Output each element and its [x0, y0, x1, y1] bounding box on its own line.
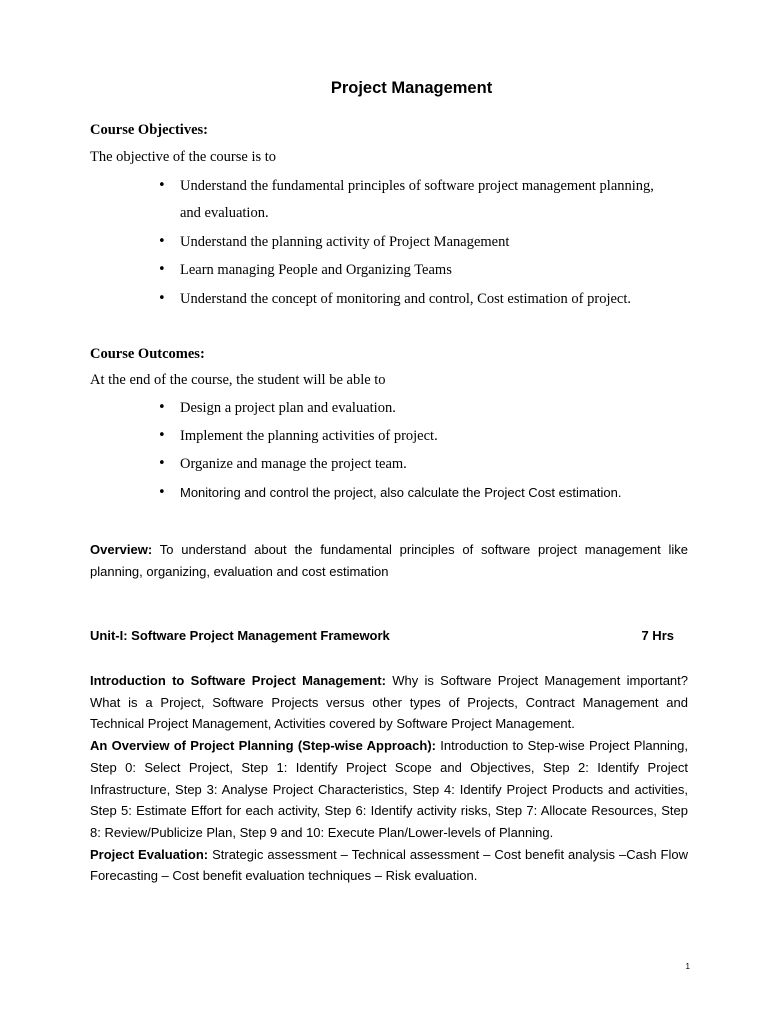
section-paragraph [90, 844, 688, 887]
unit-content [90, 670, 688, 887]
objective-item: • Understand the planning activity of Project Management [158, 234, 509, 251]
outcomes-heading: Course Outcomes: [90, 346, 205, 362]
outcome-item: • Design a project plan and evaluation. [158, 400, 396, 417]
outcomes-intro: At the end of the course, the student will be able to [90, 372, 386, 388]
objectives-intro: The objective of the course is to [90, 149, 277, 165]
section-paragraph [90, 670, 688, 735]
page-title: Project Management [330, 79, 493, 97]
overview-paragraph [90, 539, 688, 582]
objective-item: • Learn managing People and Organizing Teams [158, 262, 452, 279]
section-text: Introduction to Step-wise Project Planning, Step 0: Select Project, Step 1: Identify Project Scope and Objectives, Step 2: Identify Project Infrastructure, Step 3: Analyse Project Characteristics, Step 4: Identify Project Products and activities, Step 5: Estimate Effort for each activity, Step 6: Identify activity risks, Step 7: Allocate Resources, Step 8: Review/Publicize Plan, Step 9 and 10: Execute Plan/Lower-levels of Planning. [90, 738, 688, 840]
objective-item-continuation: and evaluation. [180, 205, 269, 221]
section-label: Project Evaluation: [90, 846, 209, 862]
unit-title: Unit-I: Software Project Management Framework [90, 628, 390, 643]
outcome-item: • Monitoring and control the project, also calculate the Project Cost estimation. [158, 485, 622, 500]
objectives-heading: Course Objectives: [90, 122, 208, 138]
outcome-item: • Organize and manage the project team. [158, 456, 407, 473]
outcome-item: • Implement the planning activities of project. [158, 428, 438, 445]
unit-heading [90, 628, 674, 643]
section-paragraph [90, 735, 688, 844]
section-text: Strategic assessment – Technical assessment – Cost benefit analysis –Cash Flow Forecasting – Cost benefit evaluation techniques – Risk evaluation. [90, 846, 688, 884]
unit-hours: 7 Hrs [641, 628, 674, 643]
section-text: Why is Software Project Management important? What is a Project, Software Projects versus other types of Projects, Contract Management and Technical Project Management, Activities covered by Software Project Management. [90, 673, 689, 732]
overview-text: To understand about the fundamental principles of software project management like planning, organizing, evaluation and cost estimation [90, 542, 688, 579]
overview-label: Overview: [90, 542, 153, 557]
objective-item: • Understand the concept of monitoring and control, Cost estimation of project. [158, 291, 631, 308]
page-number: 1 [685, 962, 690, 971]
objective-item: • Understand the fundamental principles of software project management planning, [158, 178, 654, 195]
section-label: An Overview of Project Planning (Step-wise Approach): [90, 738, 436, 754]
section-label: Introduction to Software Project Management: [90, 673, 386, 688]
